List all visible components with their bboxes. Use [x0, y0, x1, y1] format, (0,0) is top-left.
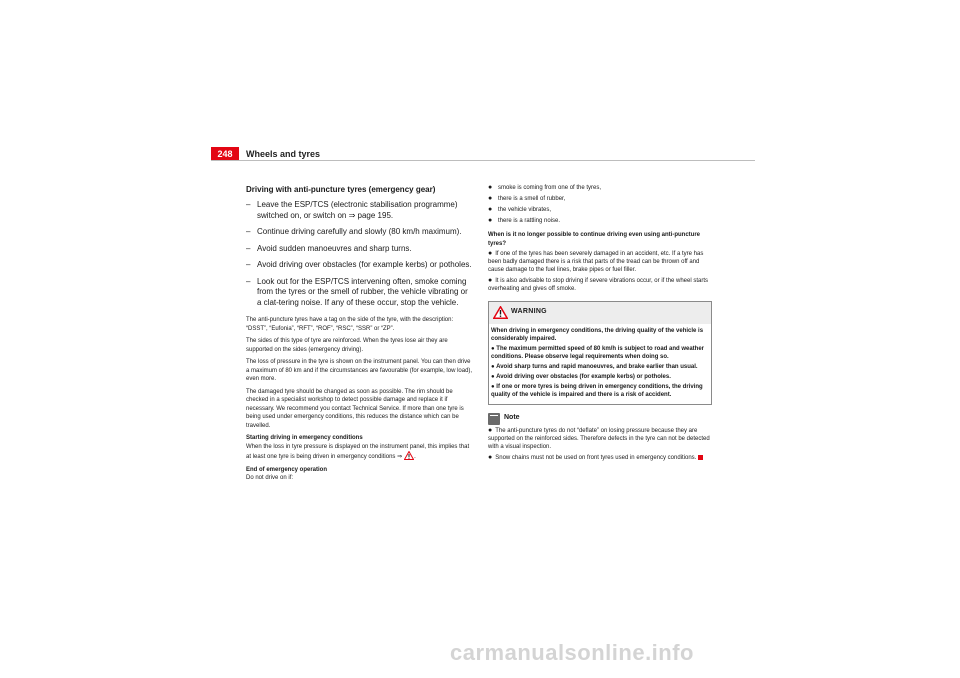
main-heading: Driving with anti-puncture tyres (emergency gear) [246, 185, 436, 194]
list-item: ● there is a rattling noise. [488, 217, 561, 224]
warning-item: ● The maximum permitted speed of 80 km/h is subject to road and weather conditions. Please observe legal requirements when doing so. [491, 346, 705, 360]
note-icon [488, 413, 500, 425]
warning-item: ● Avoid driving over obstacles (for example kerbs) or potholes. [491, 374, 671, 380]
step-item: – Continue driving carefully and slowly (80 km/h maximum). [246, 227, 462, 236]
warning-box [488, 301, 712, 405]
watermark: carmanualsonline.info [450, 640, 694, 665]
note-label: Note [504, 414, 520, 421]
warning-item: ● If one or more tyres is being driven in emergency conditions, the driving quality of the vehicle is impaired and there is a risk of accident. [491, 384, 703, 398]
right-column [488, 184, 712, 465]
paragraph: The damaged tyre should be changed as soon as possible. The rim should be checked in a specialist workshop to detect possible damage and replace it if necessary. We recommend you contact Technical Service. If more than one tyre is being used under emergency conditions, this reduces the distance which can be travelled. [246, 388, 464, 429]
warning-body [489, 324, 711, 404]
page-number: 248 [211, 147, 239, 161]
step-item: – Avoid sudden manoeuvres and sharp turns. [246, 243, 412, 253]
step-item: – Leave the ESP/TCS (electronic stabilisation programme) switched on, or switch on ⇒ page 195. [246, 200, 458, 220]
warning-header [489, 302, 711, 324]
paragraph: The loss of pressure in the tyre is shown on the instrument panel. You can then drive a maximum of 80 km and if the circumstances are favourable (for example, low load), even more. [246, 359, 473, 382]
step-item: – Look out for the ESP/TCS intervening often, smoke coming from the tyres or the smell of rubber, the vehicle vibrating or a clat-tering noise. If any of these occur, stop the vehicle. [246, 276, 468, 307]
note-item: ● Snow chains must not be used on front tyres used in emergency conditions. [488, 454, 712, 462]
subheading-end: End of emergency operation [246, 466, 328, 473]
end-of-section-icon [698, 455, 703, 460]
list-item: ● smoke is coming from one of the tyres, [488, 184, 602, 191]
list-item: ● there is a smell of rubber, [488, 195, 566, 202]
warning-item: ● Avoid sharp turns and rapid manoeuvres, and brake earlier than usual. [491, 364, 698, 370]
list-item: ● the vehicle vibrates, [488, 206, 552, 213]
warning-label: WARNING [511, 308, 547, 315]
paragraph: When the loss in tyre pressure is displayed on the instrument panel, this implies that at least one tyre is being driven in emergency conditions ⇒ . [246, 443, 470, 460]
step-item: – Avoid driving over obstacles (for example kerbs) or potholes. [246, 260, 472, 269]
note-header [488, 413, 712, 427]
list-item: ● It is also advisable to stop driving if severe vibrations occur, or if the wheel starts overheating and gives off smoke. [488, 277, 708, 292]
paragraph: The anti-puncture tyres have a tag on the side of the tyre, with the description: “DSST”, “Eufonia”, “RFT”, “ROF”, “RSC”, “SSR” or “ZP”. [246, 317, 454, 332]
warning-triangle-icon [404, 451, 414, 460]
warning-intro: When driving in emergency conditions, the driving quality of the vehicle is considerably impaired. [491, 328, 704, 342]
subheading-starting: Starting driving in emergency conditions [246, 435, 363, 441]
page-header [211, 147, 755, 161]
left-column [246, 184, 474, 487]
header-rule [211, 160, 755, 161]
section-title: Wheels and tyres [246, 149, 321, 159]
list-item: ● If one of the tyres has been severely damaged in an accident, etc. If a tyre has been badly damaged there is a risk that parts of the tread can be thrown off and cause damage to the fuel lines, brake pipes or fuel filler. [488, 250, 704, 273]
warning-triangle-icon [493, 306, 508, 319]
paragraph: Do not drive on if: [246, 475, 294, 481]
question-heading: When is it no longer possible to continue driving even using anti-puncture tyres? [488, 232, 701, 247]
note-item: ● The anti-puncture tyres do not “deflate” on losing pressure because they are supported on the reinforced sides. Therefore defects in the tyre can not be detected with a visual inspection. [488, 427, 710, 450]
paragraph: The sides of this type of tyre are reinforced. When the tyres lose air they are supported on the sides (emergency driving). [246, 338, 448, 353]
